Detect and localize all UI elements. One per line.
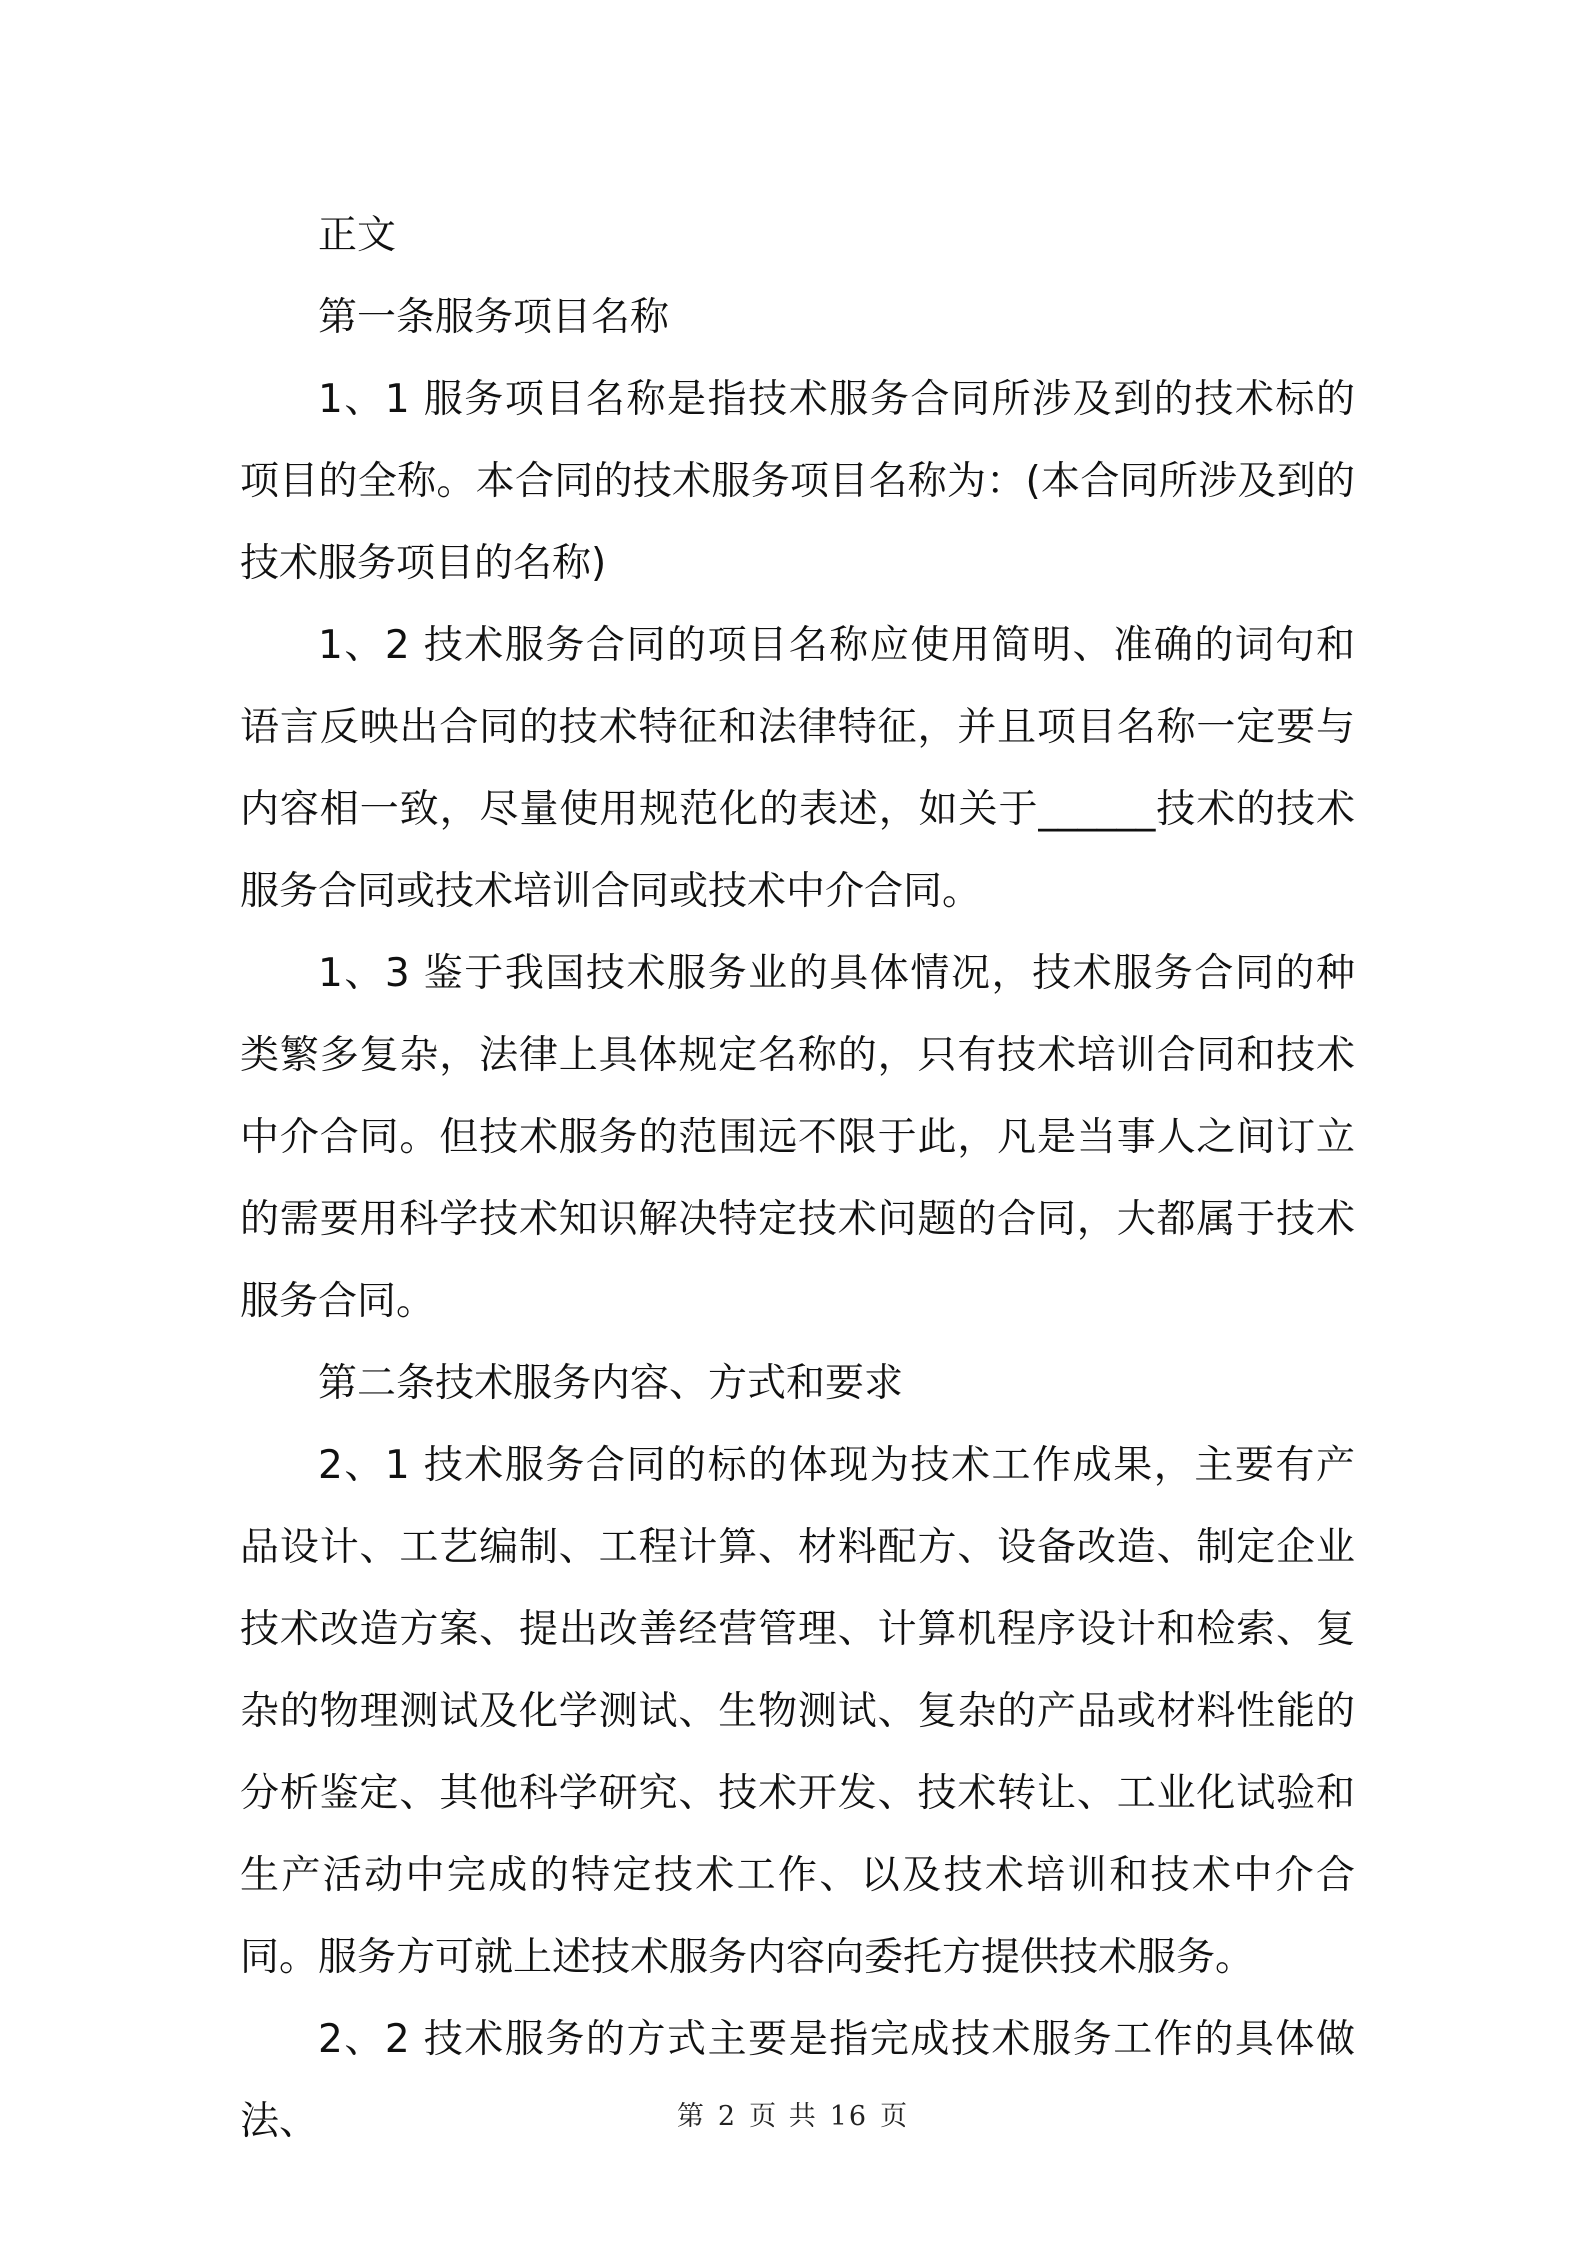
clause-1-2: 1、2 技术服务合同的项目名称应使用简明、准确的词句和语言反映出合同的技术特征和法律特征，并且项目名称一定要与内容相一致，尽量使用规范化的表述，如关于______技术的技术服务合同或技术培训合同或技术中介合同。 [240,623,1355,914]
clause-1-3: 1、3 鉴于我国技术服务业的具体情况，技术服务合同的种类繁多复杂，法律上具体规定名称的，只有技术培训合同和技术中介合同。但技术服务的范围远不限于此，凡是当事人之间订立的需要用科学技术知识解决特定技术问题的合同，大都属于技术服务合同。 [240,951,1355,1324]
article-1-heading: 第一条服务项目名称 [318,295,670,340]
clause-1-1: 1、1 服务项目名称是指技术服务合同所涉及到的技术标的项目的全称。本合同的技术服务项目名称为：(本合同所涉及到的技术服务项目的名称) [240,377,1355,586]
footer-middle: 页 共 [749,2101,818,2132]
footer-total-pages: 16 [829,2101,869,2132]
section-heading-main: 正文 [318,213,397,258]
document-body [240,195,1355,2163]
footer-current-page: 2 [717,2101,738,2132]
clause-2-1: 2、1 技术服务合同的标的体现为技术工作成果，主要有产品设计、工艺编制、工程计算、材料配方、设备改造、制定企业技术改造方案、提出改善经营管理、计算机程序设计和检索、复杂的物理测试及化学测试、生物测试、复杂的产品或材料性能的分析鉴定、其他科学研究、技术开发、技术转让、工业化试验和生产活动中完成的特定技术工作、以及技术培训和技术中介合同。服务方可就上述技术服务内容向委托方提供技术服务。 [240,1443,1355,1980]
clause-2-2: 2、2 技术服务的方式主要是指完成技术服务工作的具体做法、 [240,2017,1355,2144]
page-footer [0,2094,1586,2133]
footer-suffix: 页 [880,2101,910,2132]
footer-prefix: 第 [676,2101,706,2132]
article-2-heading: 第二条技术服务内容、方式和要求 [318,1361,904,1406]
